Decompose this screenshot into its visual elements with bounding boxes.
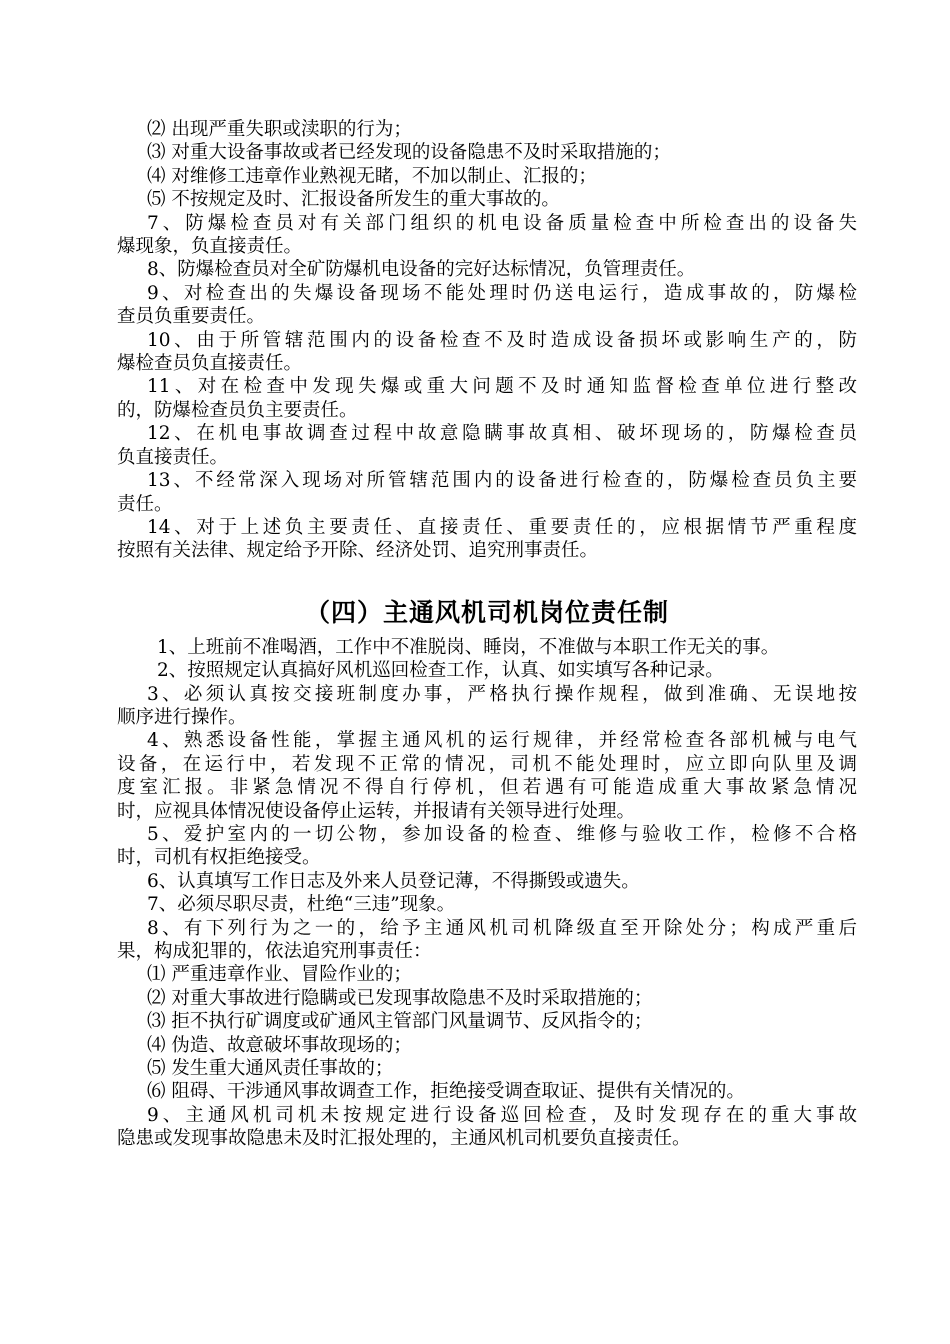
text-line: 时，司机有权拒绝接受。 (117, 847, 321, 869)
text-line: ⑷ 伪造、故意破坏事故现场的； (147, 1034, 412, 1056)
text-line: 8、有下列行为之一的，给予主通风机司机降级直至开除处分；构成严重后 (147, 917, 857, 939)
text-line: ⑶ 对重大设备事故或者已经发现的设备隐患不及时采取措施的； (147, 142, 671, 164)
text-line: 11、对在检查中发现失爆或重大问题不及时通知监督检查单位进行整改 (147, 376, 857, 398)
text-line: 7、防爆检查员对有关部门组织的机电设备质量检查中所检查出的设备失 (147, 212, 857, 234)
text-line: 时，应视具体情况使设备停止运转，并报请有关领导进行处理。 (117, 800, 636, 822)
text-line: 6、认真填写工作日志及外来人员登记薄，不得撕毁或遗失。 (147, 870, 640, 892)
text-line: 13、不经常深入现场对所管辖范围内的设备进行检查的，防爆检查员负主要 (147, 470, 857, 492)
text-line: 10、由于所管辖范围内的设备检查不及时造成设备损坏或影响生产的，防 (147, 329, 857, 351)
text-line: 查员负重要责任。 (117, 306, 266, 328)
text-line: 负直接责任。 (117, 446, 229, 468)
text-line: 度室汇报。非紧急情况不得自行停机，但若遇有可能造成重大事故紧急情况 (117, 777, 857, 799)
text-line: 设备，在运行中，若发现不正常的情况，司机不能处理时，应立即向队里及调 (117, 753, 857, 775)
text-line: ⑸ 不按规定及时、汇报设备所发生的重大事故的。 (147, 189, 560, 211)
text-line: 4、熟悉设备性能，掌握主通风机的运行规律，并经常检查各部机械与电气 (147, 730, 857, 752)
text-line: 5、爱护室内的一切公物，参加设备的检查、维修与验收工作，检修不合格 (147, 823, 857, 845)
text-line: 2、按照规定认真搞好风机巡回检查工作，认真、如实填写各种记录。 (157, 660, 724, 682)
text-line: ⑹ 阻碍、干涉通风事故调查工作，拒绝接受调查取证、提供有关情况的。 (147, 1081, 745, 1103)
text-line: 按照有关法律、规定给予开除、经济处罚、追究刑事责任。 (117, 540, 599, 562)
text-line: ⑴ 严重违章作业、冒险作业的； (147, 964, 412, 986)
text-line: ⑵ 对重大事故进行隐瞒或已发现事故隐患不及时采取措施的； (147, 987, 653, 1009)
text-line: 顺序进行操作。 (117, 706, 247, 728)
text-line: 14、对于上述负主要责任、直接责任、重要责任的，应根据情节严重程度 (147, 516, 857, 538)
text-line: ⑶ 拒不执行矿调度或矿通风主管部门风量调节、反风指令的； (147, 1011, 653, 1033)
text-line: ⑸ 发生重大通风责任事故的； (147, 1058, 394, 1080)
text-line: 7、必须尽职尽责，杜绝“三违”现象。 (147, 894, 456, 916)
text-line: 12、在机电事故调查过程中故意隐瞒事故真相、破坏现场的，防爆检查员 (147, 423, 857, 445)
text-line: 爆现象，负直接责任。 (117, 236, 303, 258)
document-page (117, 118, 857, 1151)
text-line: 9、主通风机司机未按规定进行设备巡回检查，及时发现存在的重大事故 (147, 1104, 857, 1126)
text-line: 3、必须认真按交接班制度办事，严格执行操作规程，做到准确、无误地按 (147, 683, 857, 705)
text-line: 隐患或发现事故隐患未及时汇报处理的，主通风机司机要负直接责任。 (117, 1128, 691, 1150)
text-line: 爆检查员负直接责任。 (117, 353, 303, 375)
text-line: 责任。 (117, 493, 173, 515)
text-line: ⑷ 对维修工违章作业熟视无睹，不加以制止、汇报的； (147, 165, 597, 187)
text-line: ⑵ 出现严重失职或渎职的行为； (147, 119, 412, 140)
text-line: 8、防爆检查员对全矿防爆机电设备的完好达标情况，负管理责任。 (147, 259, 696, 281)
responsibility-clauses-block (117, 118, 857, 563)
section-title: （四）主通风机司机岗位责任制 (304, 597, 669, 627)
text-line: 1、上班前不准喝酒，工作中不准脱岗、睡岗，不准做与本职工作无关的事。 (157, 636, 780, 658)
text-line: 的，防爆检查员负主要责任。 (117, 399, 358, 421)
ventilator-driver-clauses-block (117, 636, 857, 1151)
text-line: 果，构成犯罪的，依法追究刑事责任： (117, 941, 432, 962)
text-line: 9、对检查出的失爆设备现场不能处理时仍送电运行，造成事故的，防爆检 (147, 282, 857, 304)
